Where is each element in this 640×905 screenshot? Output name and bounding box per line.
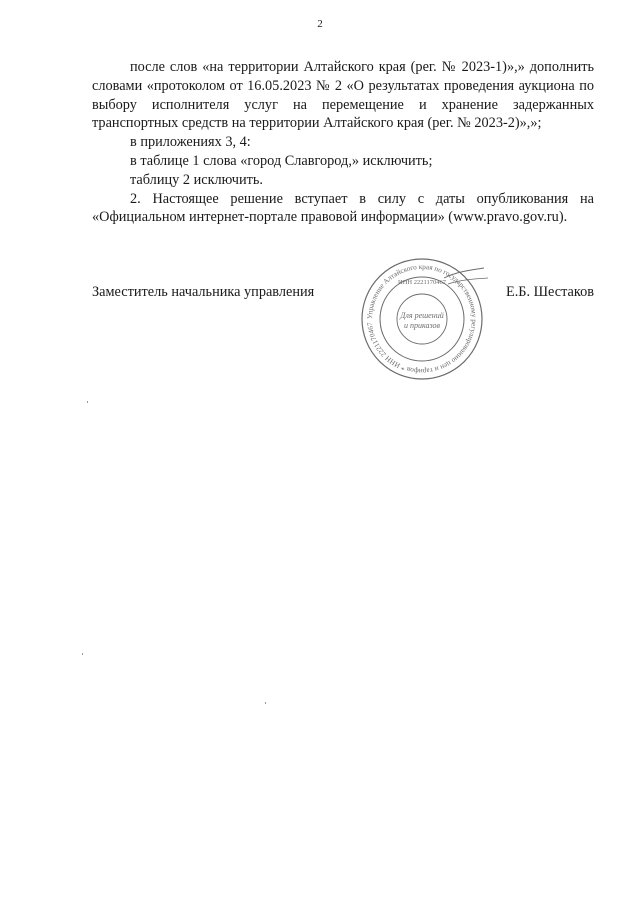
stamp-inn-text: ИНН 2221170467: [398, 279, 446, 286]
stamp-ring-text: Управление Алтайского края по государственному регулированию цен и тарифов * ИНН 2221170467: [365, 262, 479, 376]
stamp-center-line-1: Для решений: [400, 311, 444, 320]
signature-block: [92, 284, 594, 304]
paragraph-amendment: после слов «на территории Алтайского края (рег. № 2023-1)»,» дополнить словами «протоколом от 16.05.2023 № 2 «О результатах проведения аукциона по выбору исполнителя услуг на перемещение и хранение задержанных транспортных средств на территории Алтайского края (рег. № 2023-2)»,»;: [92, 59, 594, 132]
stamp-graphic: [352, 254, 492, 384]
paragraph-effective-date: 2. Настоящее решение вступает в силу с даты опубликования на «Официальном интернет-портале правовой информации» (www.pravo.gov.ru).: [92, 190, 594, 226]
scan-speck: [82, 653, 83, 655]
stamp-center-line-2: и приказов: [403, 321, 441, 330]
paragraph-appendices: в приложениях 3, 4:: [130, 134, 251, 151]
scan-speck: [87, 401, 88, 403]
page-number: 2: [317, 18, 323, 30]
paragraph-table-2: таблицу 2 исключить.: [130, 171, 263, 188]
scan-speck: [265, 702, 266, 704]
official-stamp: [352, 254, 492, 384]
paragraph-table-1: в таблице 1 слова «город Славгород,» исключить;: [130, 152, 433, 169]
signatory-name: Е.Б. Шестаков: [505, 284, 594, 300]
signatory-position: Заместитель начальника управления: [92, 284, 315, 300]
document-body: [92, 58, 594, 227]
